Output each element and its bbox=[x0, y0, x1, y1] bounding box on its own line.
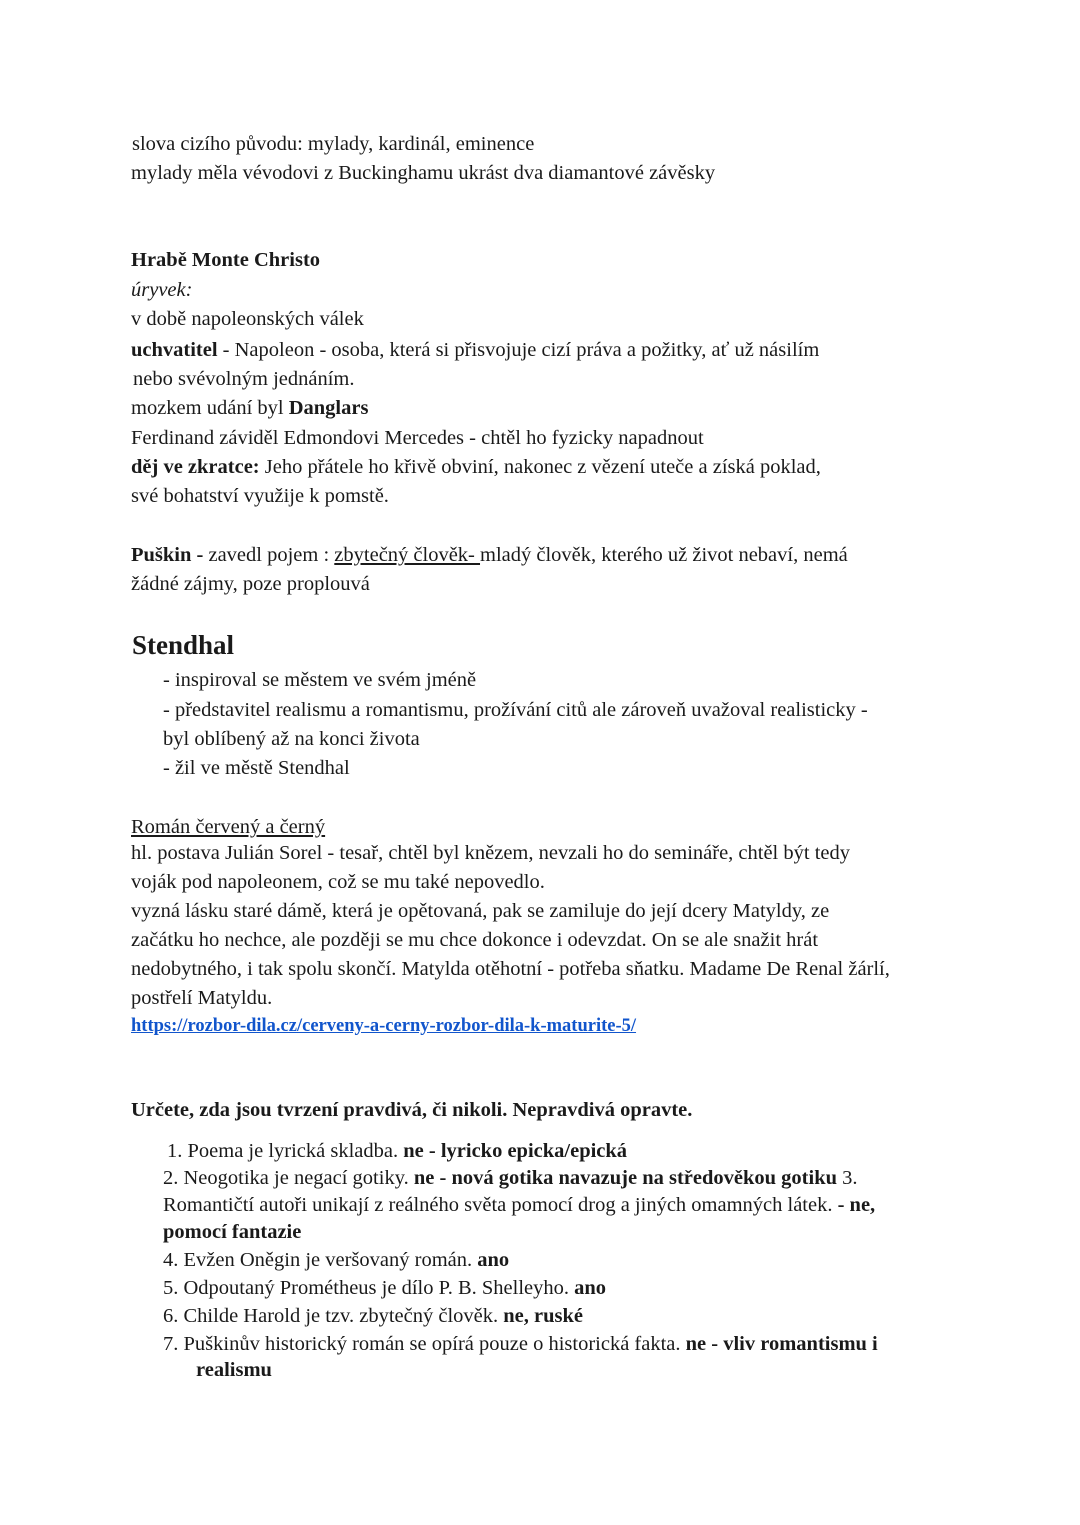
quiz-question-7: 7. Puškinův historický román se opírá pouze o historická fakta. bbox=[163, 1333, 686, 1355]
quiz-item-2 bbox=[163, 1164, 858, 1192]
stendhal-bullet-1: - inspiroval se městem ve svém jméně bbox=[163, 669, 477, 691]
novel-paragraph-line-3: vyzná lásku staré dámě, která je opětovaná, pak se zamiluje do její dcery Matyldy, ze bbox=[131, 900, 830, 922]
intro-line-1: slova cizího původu: mylady, kardinál, eminence bbox=[132, 133, 535, 155]
danglars-name: Danglars bbox=[288, 397, 369, 419]
excerpt-label: úryvek: bbox=[131, 279, 193, 301]
plot-text: Jeho přátele ho křivě obviní, nakonec z vězení uteče a získá poklad, bbox=[259, 456, 821, 478]
pushkin-text: zavedl pojem : bbox=[203, 544, 335, 566]
ferdinand-line: Ferdinand záviděl Edmondovi Mercedes - chtěl ho fyzicky napadnout bbox=[131, 427, 704, 449]
novel-paragraph-line-1: hl. postava Julián Sorel - tesař, chtěl byl knězem, nevzali ho do semináře, chtěl být tedy bbox=[131, 842, 850, 864]
stendhal-bullet-3: - žil ve městě Stendhal bbox=[163, 757, 350, 779]
superfluous-man-term: zbytečný člověk- bbox=[334, 544, 481, 566]
usurper-definition: - Napoleon - osoba, která si přisvojuje cizí práva a požitky, ať už násilím bbox=[217, 339, 820, 361]
plot-text-cont: své bohatství využije k pomstě. bbox=[131, 485, 389, 507]
plot-line bbox=[131, 453, 821, 481]
quiz-question-4: 4. Evžen Oněgin je veršovaný román. bbox=[163, 1249, 478, 1271]
quiz-question-5: 5. Odpoutaný Prométheus je dílo P. B. Shelleyho. bbox=[163, 1277, 575, 1299]
novel-paragraph-line-5: nedobytného, i tak spolu skončí. Matylda otěhotní - potřeba sňatku. Madame De Renal žárlí, bbox=[131, 958, 890, 980]
stendhal-bullet-2: - představitel realismu a romantismu, prožívání citů ale zároveň uvažoval realisticky - bbox=[163, 699, 868, 721]
quiz-question-3: Romantičtí autoři unikají z reálného světa pomocí drog a jiných omamných látek. bbox=[163, 1194, 833, 1216]
novel-paragraph-line-6: postřelí Matyldu. bbox=[131, 987, 273, 1009]
usurper-term: uchvatitel bbox=[131, 339, 218, 361]
pushkin-definition: mladý člověk, kterého už život nebaví, nemá bbox=[480, 544, 848, 566]
novel-paragraph-line-2: voják pod napoleonem, což se mu také nepovedlo. bbox=[131, 871, 545, 893]
pushkin-line bbox=[131, 541, 848, 569]
quiz-answer-7: ne - vliv romantismu i bbox=[685, 1333, 878, 1355]
pushkin-line-2: žádné zájmy, poze proplouvá bbox=[131, 573, 370, 595]
denunciation-line bbox=[131, 394, 368, 422]
plot-label: děj ve zkratce: bbox=[131, 456, 260, 478]
stendhal-bullet-2-cont: byl oblíbený až na konci života bbox=[163, 728, 420, 750]
novel-paragraph-line-4: začátku ho nechce, ale později se mu chce dokonce i odevzdat. On se ale snažit hrát bbox=[131, 929, 819, 951]
quiz-answer-3-cont: pomocí fantazie bbox=[163, 1221, 302, 1243]
quiz-answer-2: ne - nová gotika navazuje na středověkou gotiku bbox=[413, 1167, 838, 1189]
pushkin-name: Puškin - bbox=[131, 544, 204, 566]
quiz-question-2: 2. Neogotika je negací gotiky. bbox=[163, 1167, 414, 1189]
monte-christo-title: Hrabě Monte Christo bbox=[131, 249, 321, 271]
quiz-answer-1: ne - lyricko epicka/epická bbox=[403, 1140, 628, 1162]
intro-line-2: mylady měla vévodovi z Buckinghamu ukrást dva diamantové závěsky bbox=[131, 162, 716, 184]
quiz-question-1: 1. Poema je lyrická skladba. bbox=[167, 1140, 404, 1162]
quiz-item-6 bbox=[163, 1302, 583, 1330]
usurper-definition-cont: nebo svévolným jednáním. bbox=[133, 368, 355, 390]
quiz-item-5 bbox=[163, 1274, 606, 1302]
quiz-question-6: 6. Childe Harold je tzv. zbytečný člověk. bbox=[163, 1305, 504, 1327]
quiz-answer-7-cont: realismu bbox=[196, 1359, 272, 1381]
stendhal-heading: Stendhal bbox=[132, 630, 235, 660]
denunciation-prefix: mozkem udání byl bbox=[131, 397, 289, 419]
quiz-answer-4: ano bbox=[477, 1249, 510, 1271]
quiz-answer-5: ano bbox=[574, 1277, 607, 1299]
analysis-link[interactable]: https://rozbor-dila.cz/cerveny-a-cerny-rozbor-dila-k-maturite-5/ bbox=[131, 1016, 637, 1036]
quiz-answer-6: ne, ruské bbox=[503, 1305, 583, 1327]
quiz-item-4 bbox=[163, 1246, 509, 1274]
usurper-line bbox=[131, 336, 819, 364]
quiz-item-3 bbox=[163, 1191, 875, 1219]
quiz-number-3: 3. bbox=[837, 1167, 858, 1189]
quiz-heading: Určete, zda jsou tvrzení pravdivá, či nikoli. Nepravdivá opravte. bbox=[131, 1099, 693, 1121]
monte-line-era: v době napoleonských válek bbox=[131, 308, 364, 330]
quiz-answer-3: - ne, bbox=[832, 1194, 876, 1216]
quiz-item-1 bbox=[167, 1137, 627, 1165]
quiz-item-7 bbox=[163, 1330, 878, 1358]
novel-title: Román červený a černý bbox=[131, 816, 326, 838]
